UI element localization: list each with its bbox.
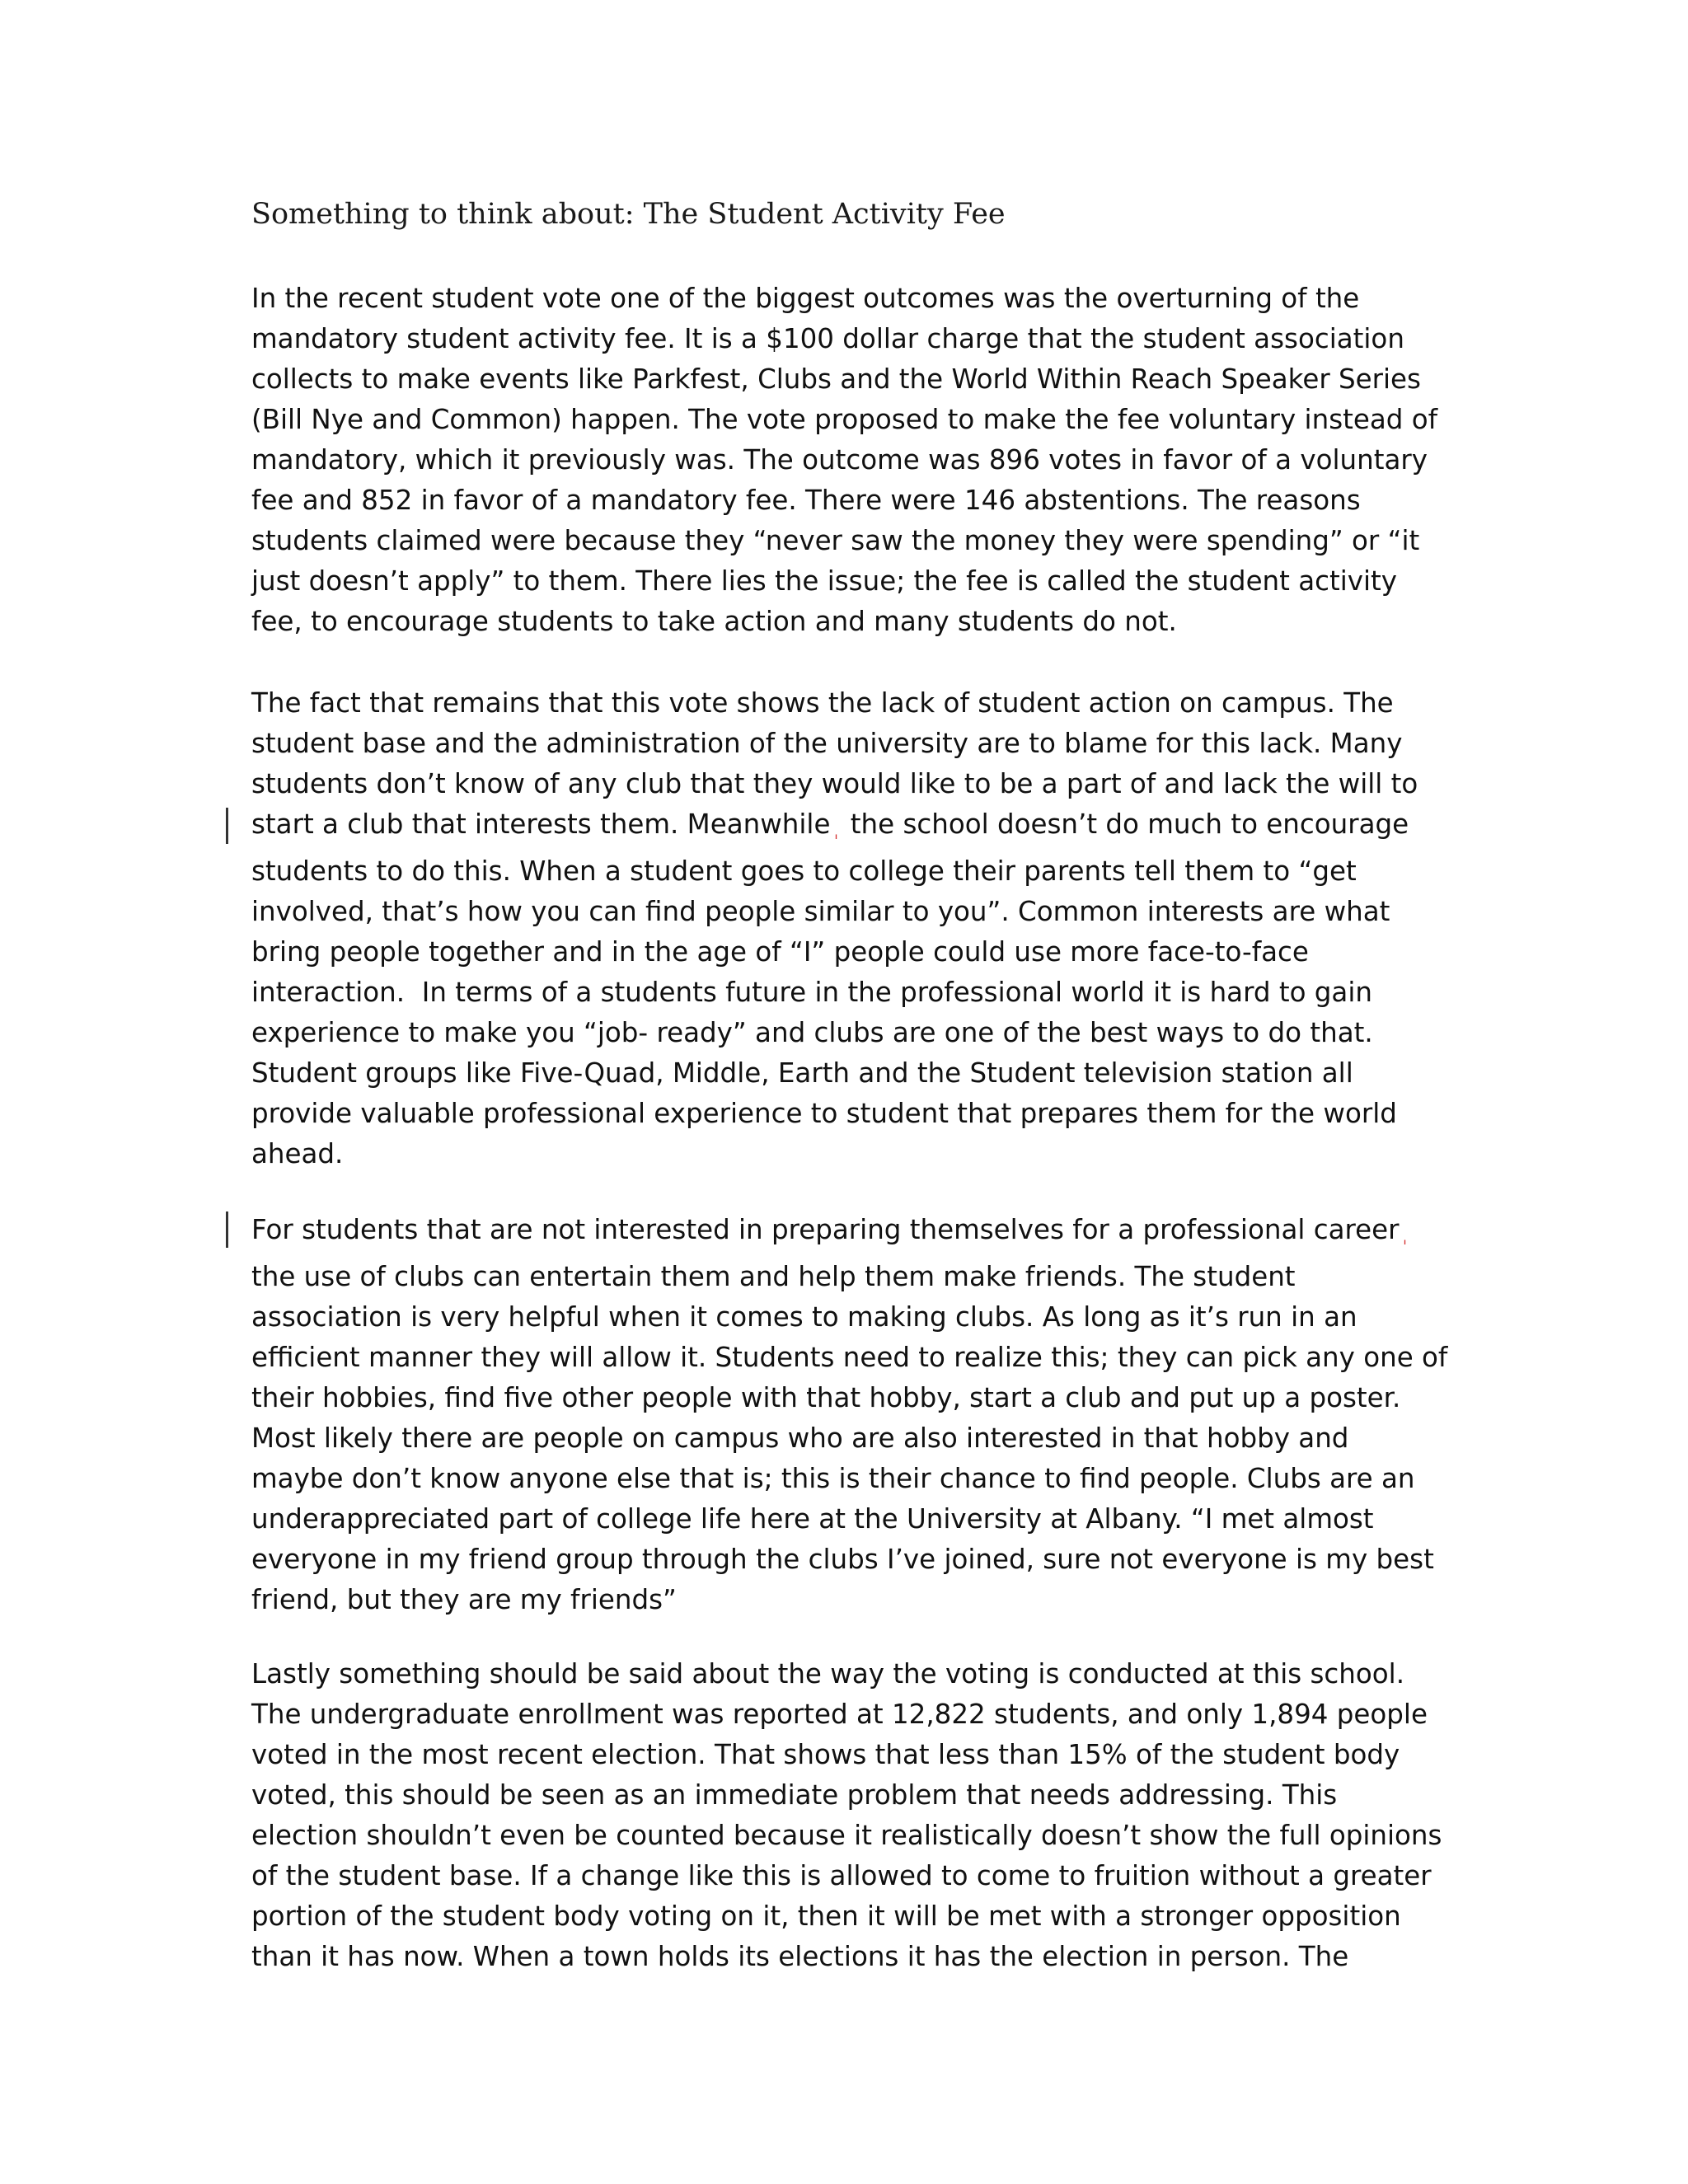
- text-line: fee, to encourage students to take action and many students do not.: [251, 606, 1177, 637]
- paragraph-2: [251, 683, 1418, 1174]
- comment-marker-icon[interactable]: ˌ: [1402, 1226, 1408, 1246]
- text-line: fee and 852 in favor of a mandatory fee. There were 146 abstentions. The reasons: [251, 485, 1361, 516]
- text-line: students to do this. When a student goes to college their parents tell them to “get: [251, 855, 1357, 887]
- text-line: students claimed were because they “never saw the money they were spending” or “it: [251, 525, 1420, 556]
- text-line: than it has now. When a town holds its elections it has the election in person. The: [251, 1941, 1349, 1972]
- text-line: bring people together and in the age of “I” people could use more face-to-face: [251, 936, 1309, 968]
- text-line: [251, 1210, 1447, 1257]
- text-line: provide valuable professional experience to student that prepares them for the world: [251, 1098, 1397, 1129]
- text-segment: For students that are not interested in preparing themselves for a professional career: [251, 1214, 1400, 1245]
- text-line: (Bill Nye and Common) happen. The vote proposed to make the fee voluntary instead of: [251, 404, 1438, 435]
- text-line: ahead.: [251, 1138, 344, 1169]
- text-line: Most likely there are people on campus who are also interested in that hobby and: [251, 1422, 1349, 1454]
- comment-marker-icon[interactable]: ˌ: [833, 821, 839, 841]
- text-line: The undergraduate enrollment was reported at 12,822 students, and only 1,894 people: [251, 1699, 1428, 1730]
- text-line: mandatory, which it previously was. The outcome was 896 votes in favor of a voluntary: [251, 444, 1428, 476]
- text-line: election shouldn’t even be counted because it realistically doesn’t show the full opinions: [251, 1820, 1442, 1851]
- paragraph-1: [251, 279, 1437, 642]
- text-line: just doesn’t apply” to them. There lies the issue; the fee is called the student activity: [251, 565, 1398, 597]
- text-line: voted in the most recent election. That shows that less than 15% of the student body: [251, 1739, 1400, 1770]
- text-line: student base and the administration of the university are to blame for this lack. Many: [251, 728, 1403, 759]
- text-line: experience to make you “job- ready” and clubs are one of the best ways to do that.: [251, 1017, 1373, 1048]
- text-line: association is very helpful when it comes to making clubs. As long as it’s run in an: [251, 1301, 1357, 1333]
- text-line: [251, 804, 1418, 851]
- revision-change-bar: [226, 808, 228, 844]
- paragraph-4: [251, 1654, 1442, 1977]
- text-line: In the recent student vote one of the biggest outcomes was the overturning of the: [251, 283, 1360, 314]
- text-line: of the student base. If a change like this is allowed to come to fruition without a greater: [251, 1860, 1432, 1891]
- text-line: students don’t know of any club that they would like to be a part of and lack the will to: [251, 768, 1418, 799]
- text-line: portion of the student body voting on it, then it will be met with a stronger opposition: [251, 1900, 1401, 1932]
- text-line: the use of clubs can entertain them and help them make friends. The student: [251, 1261, 1296, 1292]
- revision-change-bar: [226, 1212, 228, 1248]
- text-line: efficient manner they will allow it. Students need to realize this; they can pick any one of: [251, 1342, 1448, 1373]
- text-line: friend, but they are my friends”: [251, 1584, 677, 1615]
- text-segment: start a club that interests them. Meanwhile: [251, 808, 831, 840]
- text-line: interaction. In terms of a students future in the professional world it is hard to gain: [251, 977, 1372, 1008]
- text-line: The fact that remains that this vote shows the lack of student action on campus. The: [251, 687, 1394, 719]
- text-line: collects to make events like Parkfest, Clubs and the World Within Reach Speaker Series: [251, 363, 1421, 395]
- text-line: everyone in my friend group through the clubs I’ve joined, sure not everyone is my best: [251, 1544, 1434, 1575]
- text-line: Student groups like Five-Quad, Middle, Earth and the Student television station all: [251, 1057, 1353, 1089]
- paragraph-3: [251, 1210, 1447, 1620]
- text-line: underappreciated part of college life here at the University at Albany. “I met almost: [251, 1503, 1374, 1535]
- text-line: their hobbies, find five other people with that hobby, start a club and put up a poster.: [251, 1382, 1401, 1413]
- text-line: maybe don’t know anyone else that is; this is their chance to find people. Clubs are an: [251, 1463, 1415, 1494]
- document-title: Something to think about: The Student Activity Fee: [251, 198, 1006, 231]
- text-line: mandatory student activity fee. It is a $100 dollar charge that the student association: [251, 323, 1404, 354]
- text-line: involved, that’s how you can find people similar to you”. Common interests are what: [251, 896, 1390, 927]
- text-line: voted, this should be seen as an immediate problem that needs addressing. This: [251, 1779, 1338, 1811]
- text-segment: the school doesn’t do much to encourage: [842, 808, 1409, 840]
- text-line: Lastly something should be said about the way the voting is conducted at this school.: [251, 1658, 1405, 1690]
